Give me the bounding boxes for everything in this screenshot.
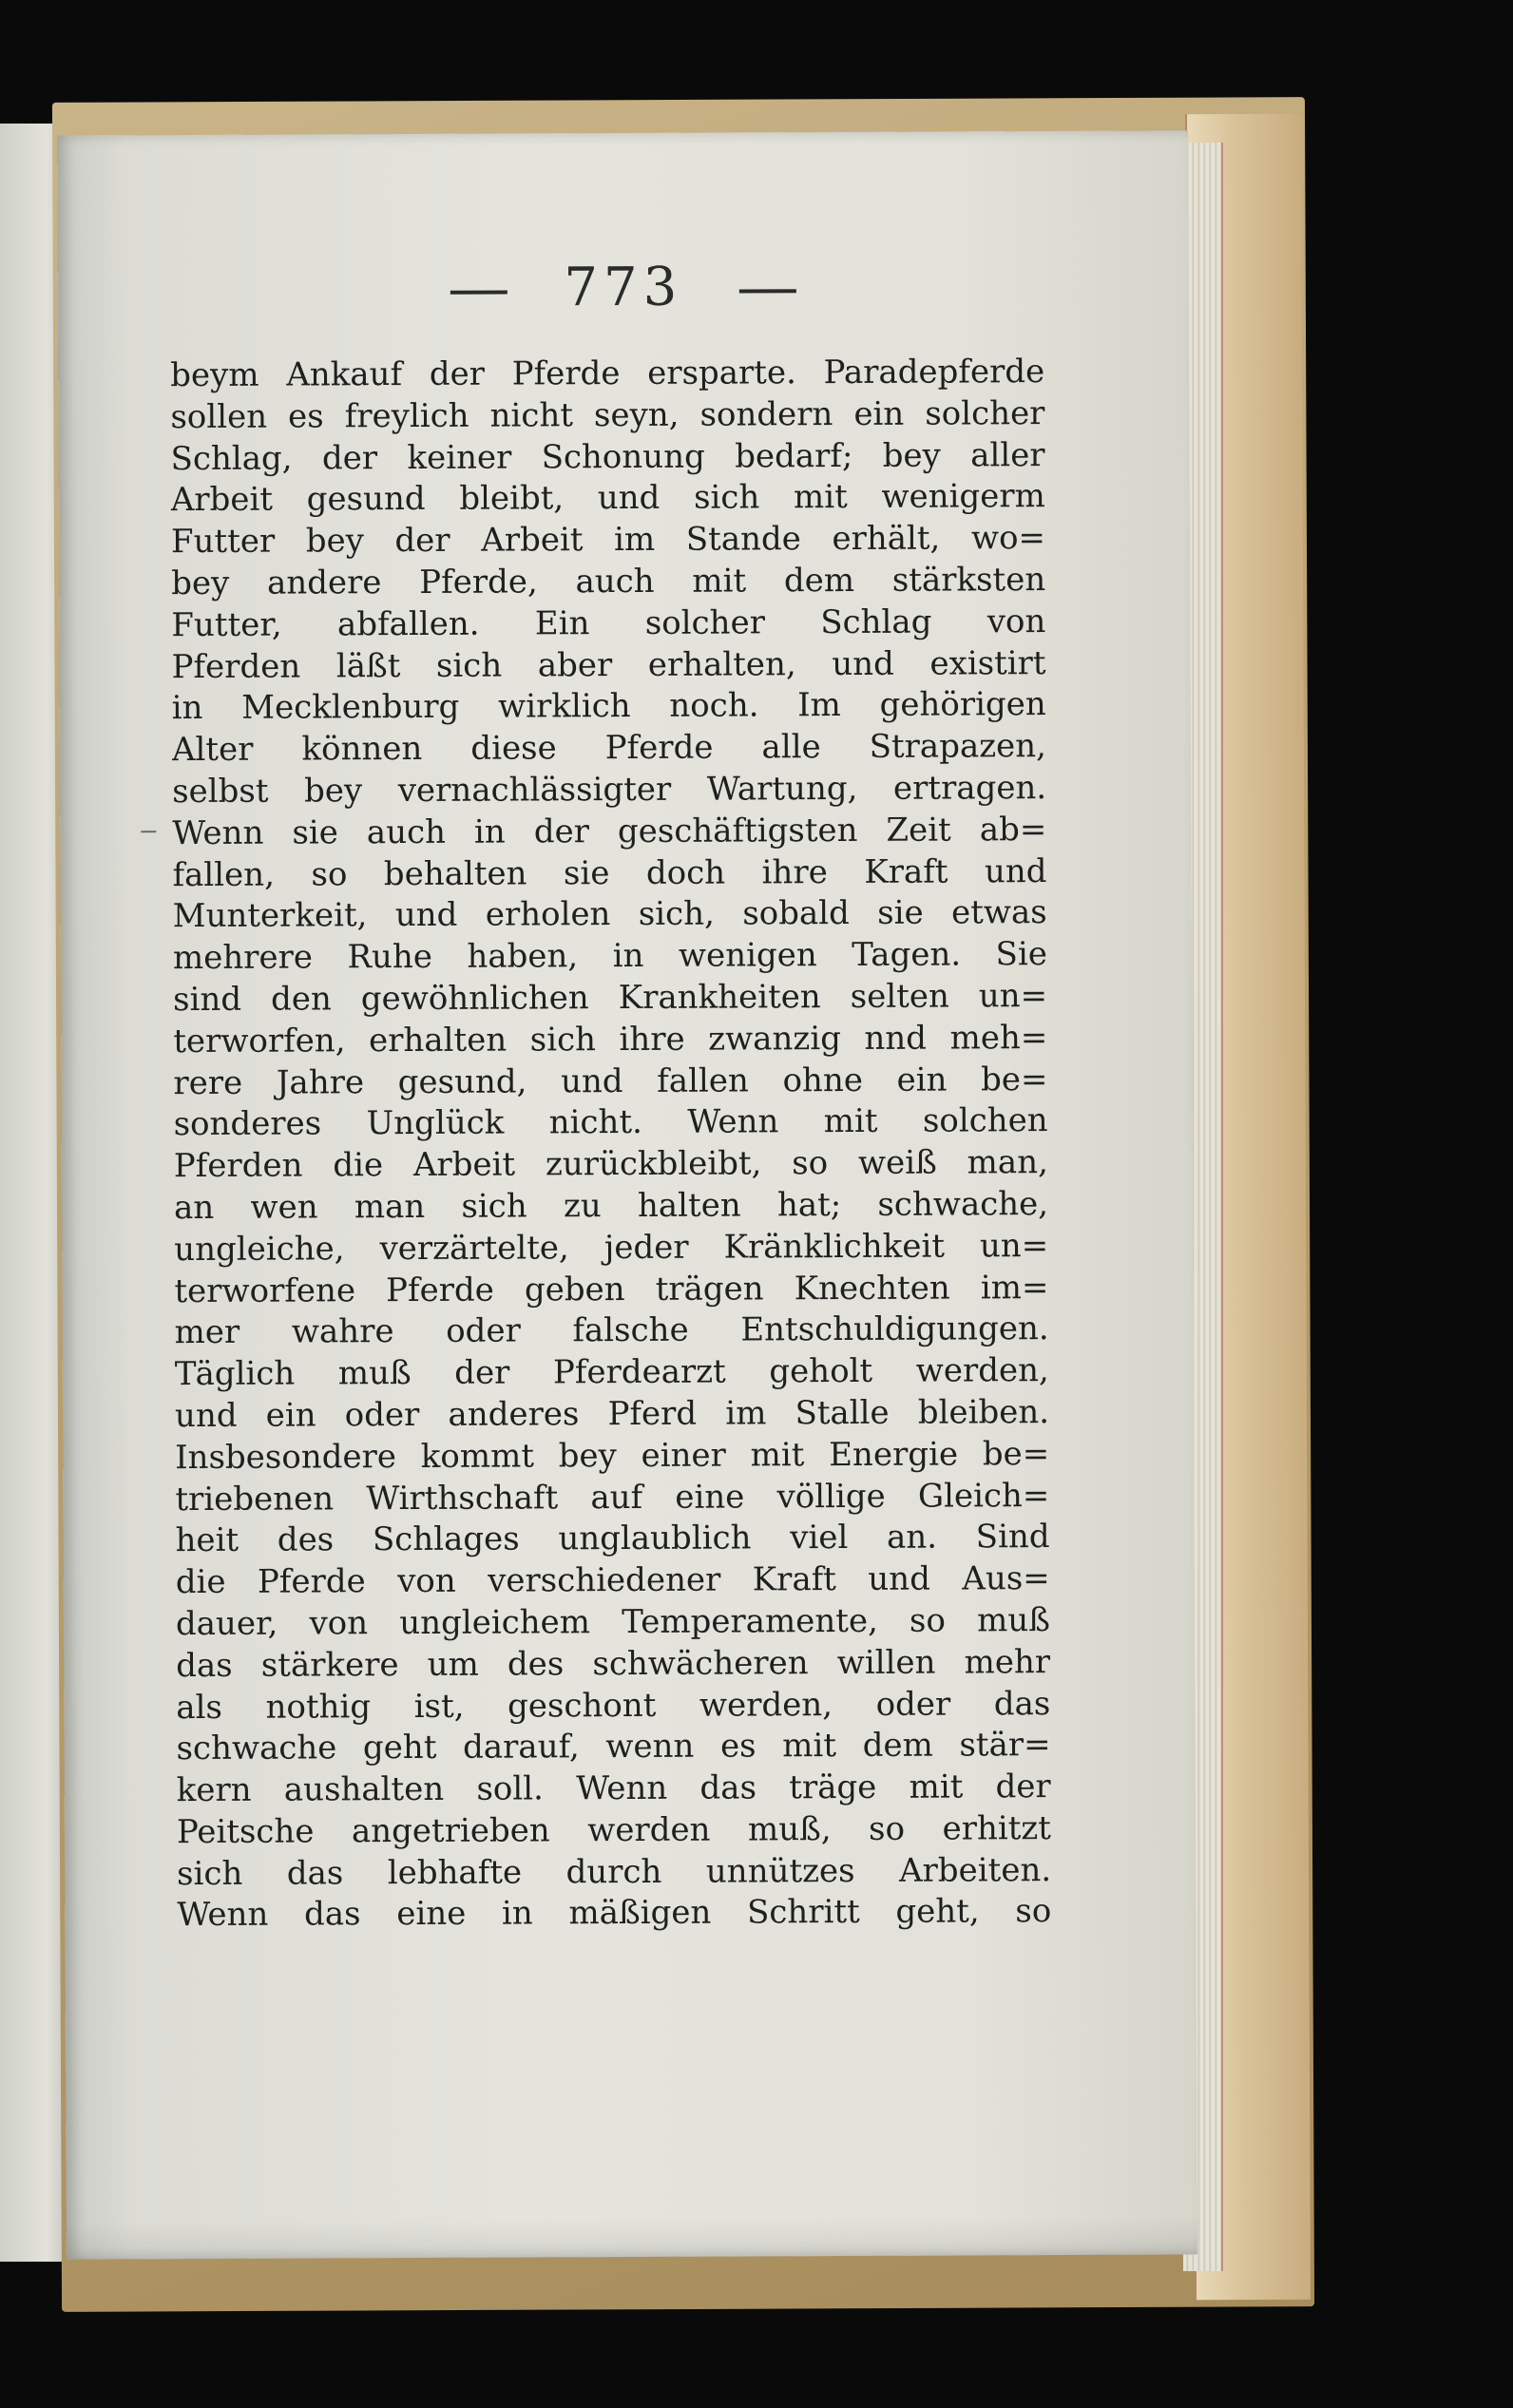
text-line: beym Ankauf der Pferde erspartе. Paradepferde [170, 353, 1045, 395]
text-line: schwache geht darauf, wenn es mit dem stär= [176, 1726, 1051, 1768]
text-line: sonderes Unglück nicht. Wenn mit solchen [173, 1101, 1048, 1144]
text-line: heit des Schlages unglaublich viel an. Sind [175, 1518, 1050, 1560]
text-line: fallen, so behalten sie doch ihre Kraft und [172, 851, 1047, 894]
text-line: und ein oder anderes Pferd im Stalle bleiben. [174, 1392, 1050, 1436]
text-line: Munterkeit, und erholen sich, sobald sie etwas [172, 893, 1047, 936]
header-dash-right [739, 289, 796, 293]
text-line: Pferden die Arbeit zurückbleibt, so weiß man, [173, 1143, 1048, 1186]
text-line: Wenn sie auch in der geschäftigsten Zeit ab= [172, 810, 1047, 852]
text-line: Schlag, der keiner Schonung bedarf; bey aller [170, 435, 1045, 478]
header-dash-left [450, 290, 507, 294]
text-line: dauer, von ungleichem Temperamente, so muß [175, 1600, 1051, 1643]
text-line: terworfene Pferde geben trägen Knechten im= [174, 1268, 1049, 1310]
text-line: mer wahre oder falsche Entschuldigungen. [174, 1309, 1049, 1352]
text-line: ungleiche, verzärtelte, jeder Kränklichkeit un= [174, 1226, 1049, 1269]
text-line: Alter können diese Pferde alle Strapazen, [171, 727, 1047, 770]
text-line: Arbeit gesund bleibt, und sich mit wenigerm [170, 477, 1045, 520]
text-line: sich das lebhafte durch unnützes Arbeiten. [177, 1850, 1052, 1893]
text-line: Futter bey der Arbeit im Stande erhält, wo= [170, 519, 1046, 562]
text-line: triebenen Wirthschaft auf eine völlige Gleich= [175, 1476, 1050, 1519]
text-line: Pferden läßt sich aber erhalten, und existirt [171, 643, 1046, 686]
text-line: Täglich muß der Pferdearzt geholt werden, [174, 1351, 1049, 1394]
page-bottom-shadow [67, 2216, 1197, 2259]
text-line: Wenn das eine in mäßigen Schritt geht, so [177, 1892, 1052, 1935]
text-line: als nothig ist, geschont werden, oder das [176, 1684, 1051, 1727]
text-line: Futter, abfallen. Ein solcher Schlag von [171, 602, 1046, 644]
text-line: rere Jahre gesund, und fallen ohne ein be= [173, 1060, 1048, 1102]
text-line: sollen es freylich nicht seyn, sondern ein solcher [170, 393, 1045, 436]
text-line: terworfen, erhalten sich ihre zwanzig nnd meh= [173, 1018, 1048, 1061]
text-line: kern aushalten soll. Wenn das träge mit der [176, 1768, 1051, 1810]
book-page [57, 130, 1197, 2259]
body-text [170, 352, 1051, 1937]
page-header [58, 254, 1189, 320]
text-line: selbst bey vernachlässigter Wartung, ertragen. [172, 769, 1047, 812]
text-line: mehrere Ruhe haben, in wenigen Tagen. Sie [172, 935, 1047, 978]
text-line: die Pferde von verschiedener Kraft und Aus= [175, 1559, 1050, 1602]
text-line: Peitsche angetrieben werden muß, so erhitzt [176, 1808, 1051, 1851]
page-number: 773 [564, 256, 683, 319]
margin-mark [141, 831, 156, 832]
text-line: in Mecklenburg wirklich noch. Im gehörigen [171, 685, 1046, 728]
text-line: Insbesondere kommt bey einer mit Energie be= [175, 1434, 1050, 1477]
text-line: bey andere Pferde, auch mit dem stärksten [171, 561, 1046, 603]
text-line: sind den gewöhnlichen Krankheiten selten un= [173, 977, 1048, 1020]
text-line: das stärkere um des schwächeren willen mehr [176, 1642, 1051, 1685]
text-line: an wen man sich zu halten hat; schwache, [173, 1185, 1049, 1228]
